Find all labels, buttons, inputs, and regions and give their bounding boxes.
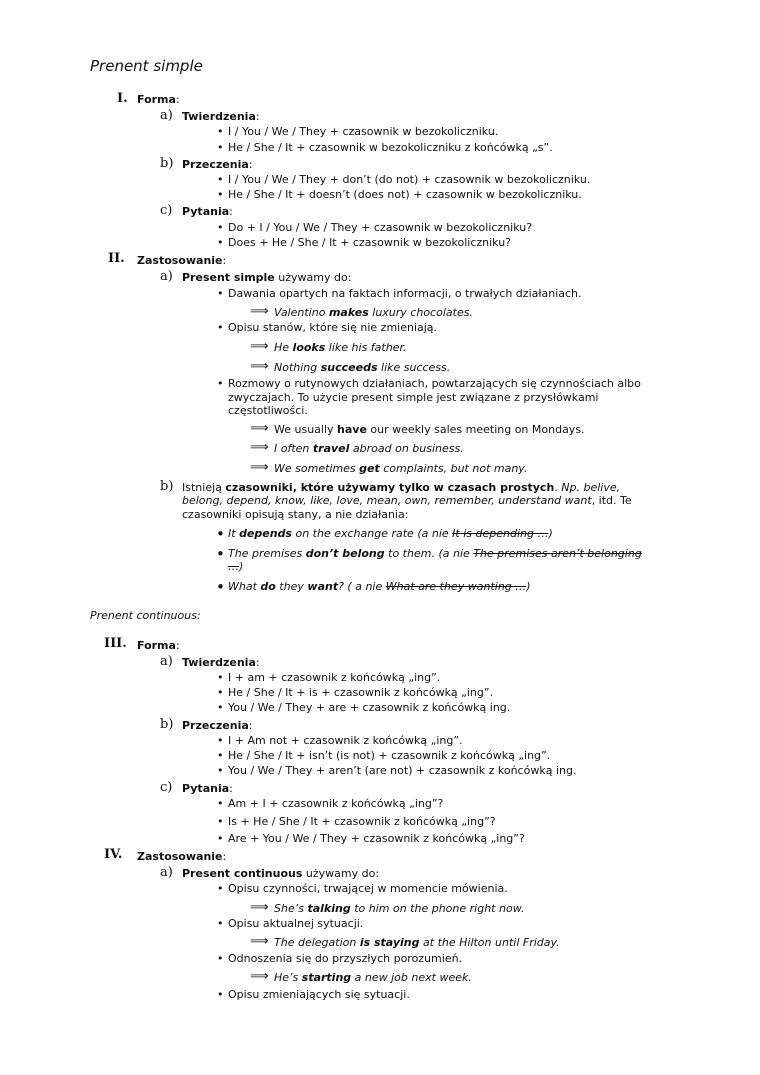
list-item-continuation: częstotliwości. (228, 404, 308, 417)
example-sentence: I often travel abroad on business. (274, 442, 464, 455)
list-item: I / You / We / They + czasownik w bezokoliczniku. (228, 125, 499, 138)
bullet-icon: • (217, 797, 224, 810)
bullet-icon: • (217, 173, 224, 186)
example-sentence: Nothing succeeds like success. (274, 361, 451, 374)
list-item: He / She / It + czasownik w bezokoliczniku z końcówką „s”. (228, 141, 553, 154)
bullet-icon: • (217, 236, 224, 249)
sub-heading: Twierdzenia: (182, 656, 260, 669)
bullet-icon: • (217, 815, 224, 828)
bullet-icon: • (216, 578, 225, 596)
list-item: You / We / They + are + czasownik z końcówką ing. (228, 701, 511, 714)
section-heading: Zastosowanie: (137, 254, 227, 267)
list-item: I / You / We / They + don’t (do not) + czasownik w bezokoliczniku. (228, 173, 591, 186)
paragraph-line: czasowniki opisują stany, a nie działania: (182, 508, 409, 521)
example-sentence: She’s talking to him on the phone right now. (274, 902, 525, 915)
sub-label: b) (160, 717, 174, 732)
section-number: III. (104, 636, 127, 651)
bullet-icon: • (217, 188, 224, 201)
example-sentence: Valentino makes luxury chocolates. (274, 306, 473, 319)
list-item: He / She / It + is + czasownik z końcówką „ing”. (228, 686, 494, 699)
bullet-icon: • (217, 749, 224, 762)
list-item: He / She / It + isn’t (is not) + czasownik z końcówką „ing”. (228, 749, 551, 762)
example-continuation: …) (228, 560, 244, 573)
bullet-icon: • (217, 832, 224, 845)
bullet-icon: • (217, 287, 224, 300)
list-item: Do + I / You / We / They + czasownik w bezokoliczniku? (228, 221, 533, 234)
sub-heading: Pytania: (182, 205, 233, 218)
section-heading: Zastosowanie: (137, 850, 227, 863)
section-heading: Forma: (137, 93, 180, 106)
bullet-icon: • (217, 764, 224, 777)
sub-label: a) (160, 269, 173, 284)
bullet-icon: • (217, 671, 224, 684)
bullet-icon: • (217, 952, 224, 965)
arrow-icon: ⟹ (250, 440, 269, 455)
example-sentence: What do they want? ( a nie What are they wanting …) (228, 580, 531, 593)
example-sentence: We usually have our weekly sales meeting on Mondays. (274, 423, 585, 436)
list-item: Dawania opartych na faktach informacji, o trwałych działaniach. (228, 287, 582, 300)
bullet-icon: • (217, 125, 224, 138)
arrow-icon: ⟹ (250, 969, 269, 984)
list-item: I + am + czasownik z końcówką „ing”. (228, 671, 441, 684)
paragraph-line: Istnieją czasowniki, które używamy tylko w czasach prostych. Np. belive, (182, 481, 621, 494)
bullet-icon: • (217, 221, 224, 234)
bullet-icon: • (217, 321, 224, 334)
sub-label: a) (160, 108, 173, 123)
sub-label: c) (160, 203, 173, 218)
arrow-icon: ⟹ (250, 900, 269, 915)
sub-heading: Present simple używamy do: (182, 271, 352, 284)
list-item: Rozmowy o rutynowych działaniach, powtarzających się czynnościach albo (228, 377, 641, 390)
list-item: Is + He / She / It + czasownik z końcówką „ing”? (228, 815, 496, 828)
bullet-icon: • (217, 141, 224, 154)
list-item: I + Am not + czasownik z końcówką „ing”. (228, 734, 463, 747)
sub-heading: Pytania: (182, 782, 233, 795)
list-item: Opisu aktualnej sytuacji. (228, 917, 364, 930)
arrow-icon: ⟹ (250, 934, 269, 949)
bullet-icon: • (217, 988, 224, 1001)
section-heading: Forma: (137, 639, 180, 652)
example-sentence: He’s starting a new job next week. (274, 971, 472, 984)
example-sentence: We sometimes get complaints, but not many. (274, 462, 528, 475)
example-sentence: He looks like his father. (274, 341, 407, 354)
list-item: Opisu zmieniających się sytuacji. (228, 988, 410, 1001)
list-item: Odnoszenia się do przyszłych porozumień. (228, 952, 463, 965)
sub-heading: Present continuous używamy do: (182, 867, 380, 880)
bullet-icon: • (216, 525, 225, 543)
sub-label: b) (160, 479, 174, 494)
arrow-icon: ⟹ (250, 359, 269, 374)
paragraph-line: belong, depend, know, like, love, mean, own, remember, understand want, itd. Te (182, 494, 632, 507)
sub-heading: Twierdzenia: (182, 110, 260, 123)
bullet-icon: • (217, 882, 224, 895)
sub-label: b) (160, 156, 174, 171)
section-number: II. (108, 251, 125, 266)
section-number: I. (117, 91, 128, 106)
sub-label: a) (160, 654, 173, 669)
list-item: Am + I + czasownik z końcówką „ing”? (228, 797, 444, 810)
example-sentence: The delegation is staying at the Hilton until Friday. (274, 936, 560, 949)
page-title: Prenent simple (90, 57, 203, 75)
bullet-icon: • (217, 686, 224, 699)
list-item: Does + He / She / It + czasownik w bezokoliczniku? (228, 236, 512, 249)
bullet-icon: • (217, 377, 224, 390)
arrow-icon: ⟹ (250, 304, 269, 319)
bullet-icon: • (217, 917, 224, 930)
bullet-icon: • (217, 734, 224, 747)
bullet-icon: • (217, 701, 224, 714)
arrow-icon: ⟹ (250, 421, 269, 436)
list-item: Opisu stanów, które się nie zmieniają. (228, 321, 438, 334)
example-sentence: The premises don’t belong to them. (a nie The premises aren’t belonging (228, 547, 642, 560)
sub-label: c) (160, 780, 173, 795)
page-subtitle: Prenent continuous: (90, 609, 201, 622)
list-item: Opisu czynności, trwającej w momencie mówienia. (228, 882, 508, 895)
sub-heading: Przeczenia: (182, 719, 253, 732)
list-item: Are + You / We / They + czasownik z końcówką „ing”? (228, 832, 525, 845)
list-item: He / She / It + doesn’t (does not) + czasownik w bezokoliczniku. (228, 188, 582, 201)
sub-heading: Przeczenia: (182, 158, 253, 171)
sub-label: a) (160, 865, 173, 880)
arrow-icon: ⟹ (250, 339, 269, 354)
arrow-icon: ⟹ (250, 460, 269, 475)
section-number: IV. (104, 847, 123, 862)
list-item: You / We / They + aren’t (are not) + czasownik z końcówką ing. (228, 764, 577, 777)
example-sentence: It depends on the exchange rate (a nie It is depending …) (228, 527, 553, 540)
list-item-continuation: zwyczajach. To użycie present simple jest związane z przysłówkami (228, 391, 599, 404)
bullet-icon: • (216, 545, 225, 563)
